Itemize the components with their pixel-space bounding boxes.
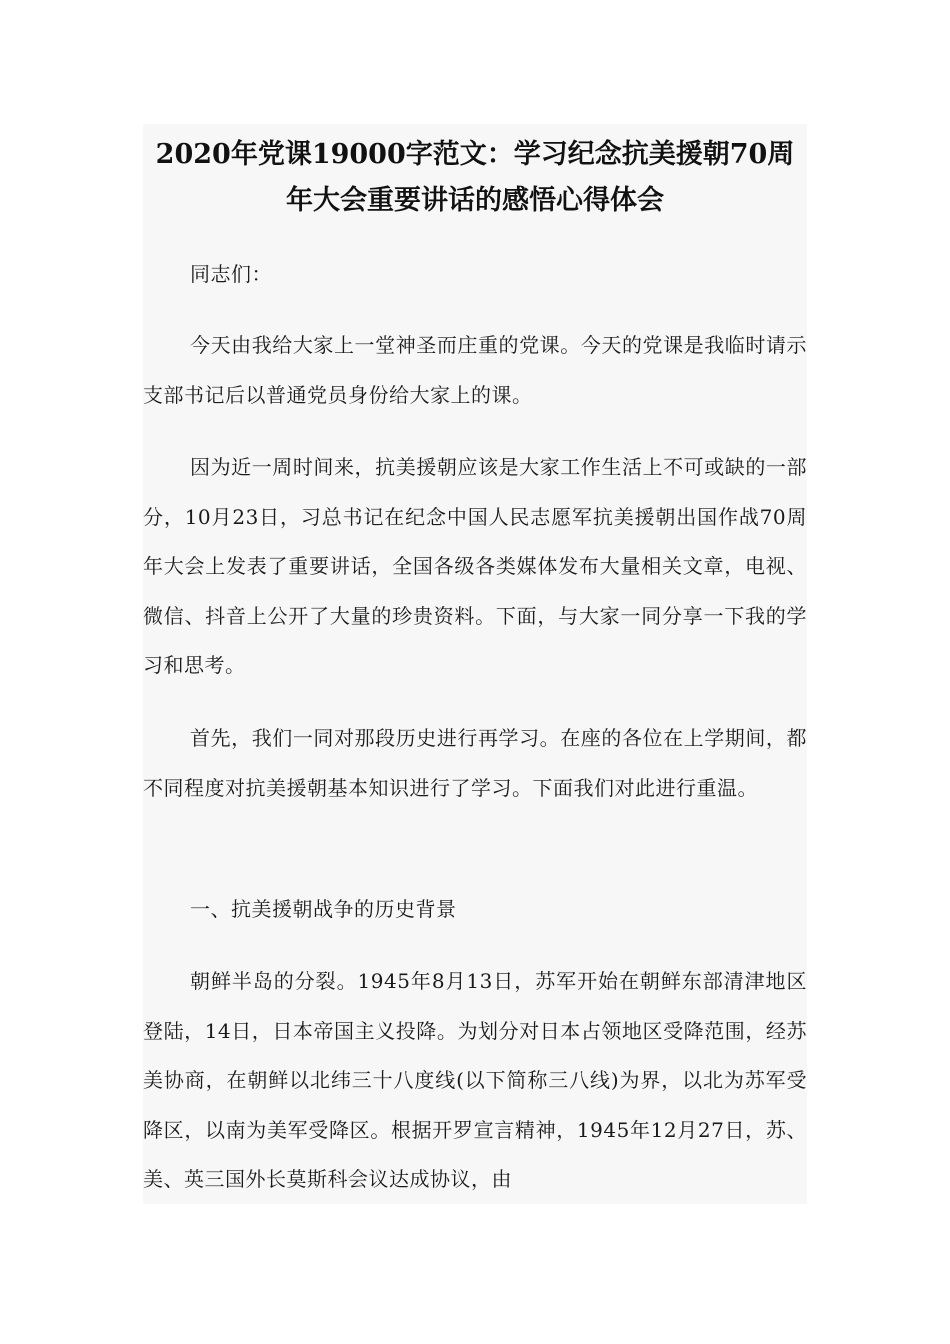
document-title: 2020年党课19000字范文：学习纪念抗美援朝70周年大会重要讲话的感悟心得体会: [155, 139, 795, 216]
paragraph-background: 因为近一周时间来，抗美援朝应该是大家工作生活上不可或缺的一部分，10月23日，习总书记在纪念中国人民志愿军抗美援朝出国作战70周年大会上发表了重要讲话，全国各级各类媒体发布大量相关文章，电视、微信、抖音上公开了大量的珍贵资料。下面，与大家一同分享一下我的学习和思考。: [143, 455, 807, 677]
paragraph-section-body: 朝鲜半岛的分裂。1945年8月13日，苏军开始在朝鲜东部清津地区登陆，14日，日本帝国主义投降。为划分对日本占领地区受降范围，经苏美协商，在朝鲜以北纬三十八度线(以下简称三八线)为界，以北为苏军受降区，以南为美军受降区。根据开罗宣言精神，1945年12月27日，苏、美、英三国外长莫斯科会议达成协议，由: [143, 969, 807, 1191]
paragraph-intro: 今天由我给大家上一堂神圣而庄重的党课。今天的党课是我临时请示支部书记后以普通党员身份给大家上的课。: [143, 333, 807, 407]
paragraph-review: 首先，我们一同对那段历史进行再学习。在座的各位在上学期间，都不同程度对抗美援朝基本知识进行了学习。下面我们对此进行重温。: [143, 726, 807, 800]
salutation: 同志们：: [190, 262, 272, 286]
section-heading: 一、抗美援朝战争的历史背景: [190, 897, 457, 921]
